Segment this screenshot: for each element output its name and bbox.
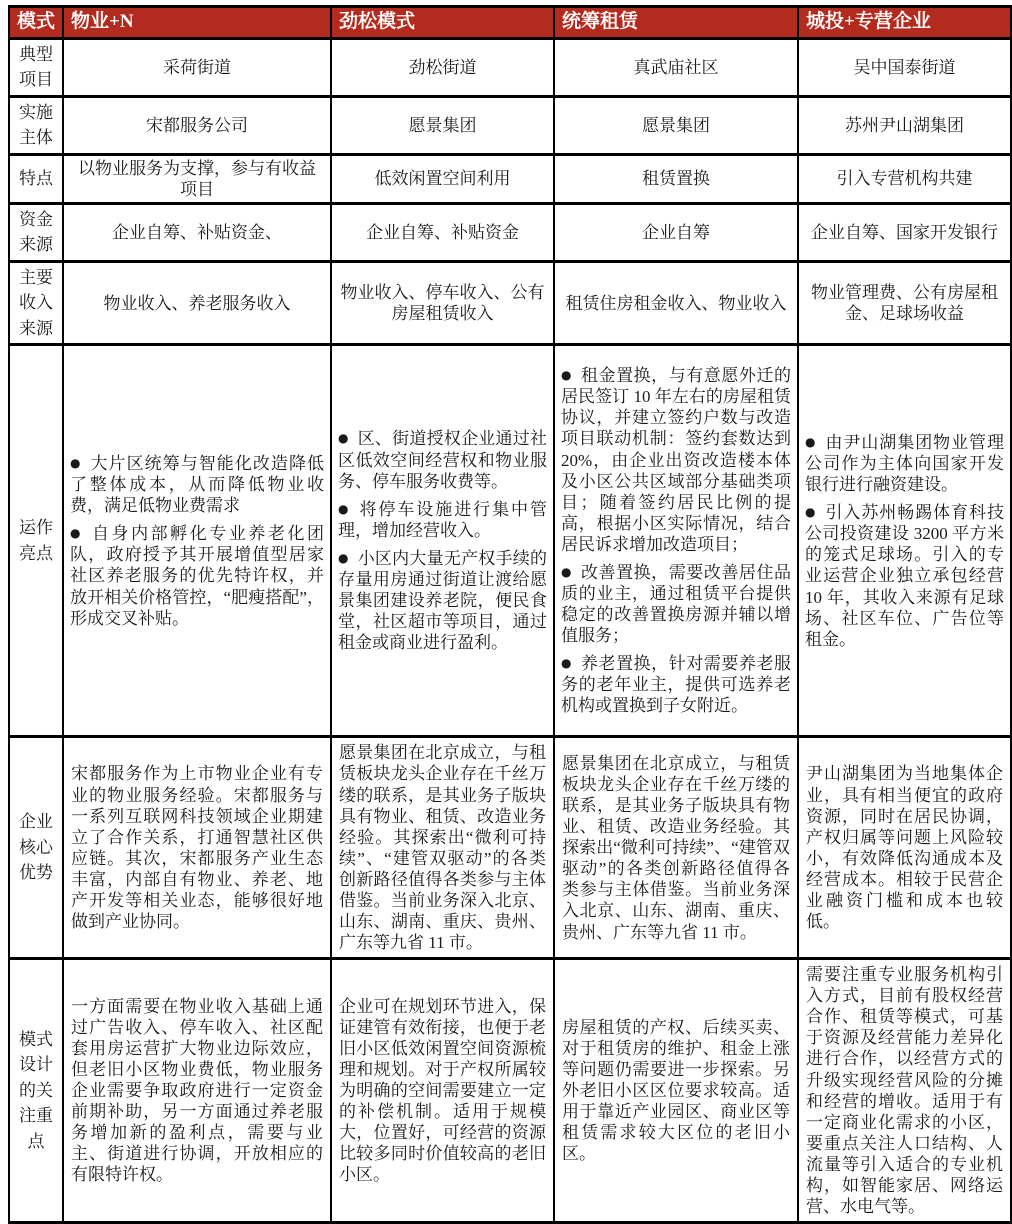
header-cell-coordinated-leasing: 统筹租赁 bbox=[554, 7, 798, 39]
cell-design-focus-col1: 一方面需要在物业收入基础上通过广告收入、停车收入、社区配套用房运营扩大物业边际效应，但老旧小区物业费低，物业服务企业需要争取政府进行一定资金前期补助，另一方面通过养老服务增加新的盈利点，需要与业主、街道进行协调，开放相应的有限特许权。 bbox=[63, 959, 331, 1223]
cell-operation-highlights-col1 bbox=[63, 345, 331, 737]
row-features bbox=[9, 154, 1011, 203]
bullet-item: ● 小区内大量无产权手续的存量用房通过街道让渡给愿景集团建设养老院，便民食堂，社区超市等项目，通过租金或商业进行盈利。 bbox=[338, 548, 547, 653]
bullet-item: ● 改善置换，需要改善居住品质的业主，通过租赁平台提供稳定的改善置换房源并辅以增值服务； bbox=[561, 562, 791, 646]
bullet-icon: ● bbox=[338, 550, 349, 565]
cell-core-advantages-col1: 宋都服务作为上市物业企业有专业的物业服务经验。宋都服务与一系列互联网科技领域企业期建立了合作关系，打通智慧社区供应链。其次，宋都服务产业生态丰富，内部自有物业、养老、地产开发等相关业态，能够很好地做到产业协同。 bbox=[63, 737, 331, 959]
bullet-icon: ● bbox=[70, 456, 82, 471]
cell-main-income-col3: 租赁住房租金收入、物业收入 bbox=[554, 261, 798, 345]
cell-features-col1: 以物业服务为支撑，参与有收益项目 bbox=[63, 154, 331, 203]
cell-typical-project-col4: 吴中国泰街道 bbox=[798, 38, 1011, 96]
cell-design-focus-col2: 企业可在规划环节进入，保证建管有效衔接，也便于老旧小区低效闲置空间资源梳理和规划。对于产权所属较为明确的空间需要建立一定的补偿机制。适用于规模大，位置好，可经营的资源比较多同时价值较高的老旧小区。 bbox=[331, 959, 554, 1223]
row-label-typical-project: 典型项目 bbox=[9, 38, 63, 96]
cell-funding-source-col3: 企业自筹 bbox=[554, 203, 798, 261]
header-cell-jinsong-model: 劲松模式 bbox=[331, 7, 554, 39]
row-label-core-advantages: 企业核心优势 bbox=[9, 737, 63, 959]
cell-typical-project-col2: 劲松街道 bbox=[331, 38, 554, 96]
row-design-focus bbox=[9, 959, 1011, 1223]
cell-implementing-entity-col2: 愿景集团 bbox=[331, 96, 554, 154]
cell-features-col2: 低效闲置空间利用 bbox=[331, 154, 554, 203]
cell-core-advantages-col4: 尹山湖集团为当地集体企业，具有相当便宜的政府资源，同时在居民协调，产权归属等问题上风险较小，有效降低沟通成本及经营成本。相较于民营企业融资门槛和成本也较低。 bbox=[798, 737, 1011, 959]
row-label-funding-source: 资金来源 bbox=[9, 203, 63, 261]
header-cell-mode: 模式 bbox=[9, 7, 63, 39]
bullet-icon: ● bbox=[561, 564, 573, 579]
bullet-icon: ● bbox=[338, 501, 351, 516]
cell-funding-source-col4: 企业自筹、国家开发银行 bbox=[798, 203, 1011, 261]
cell-implementing-entity-col1: 宋都服务公司 bbox=[63, 96, 331, 154]
row-label-main-income: 主要收入来源 bbox=[9, 261, 63, 345]
bullet-item: ● 大片区统筹与智能化改造降低了整体成本，从而降低物业收费，满足低物业费需求 bbox=[70, 454, 324, 516]
row-main-income bbox=[9, 261, 1011, 345]
header-cell-chengtou-enterprise: 城投+专营企业 bbox=[798, 7, 1011, 39]
cell-main-income-col2: 物业收入、停车收入、公有房屋租赁收入 bbox=[331, 261, 554, 345]
bullet-item: ● 将停车设施进行集中管理，增加经营收入。 bbox=[338, 499, 548, 540]
bullet-icon: ● bbox=[70, 526, 84, 541]
cell-design-focus-col3: 房屋租赁的产权、后续买卖、对于租赁房的维护、租金上涨等问题仍需要进一步探索。另外老旧小区区位要求较高。适用于靠近产业园区、商业区等租赁需求较大区位的老旧小区。 bbox=[554, 959, 798, 1223]
row-implementing-entity bbox=[9, 96, 1011, 154]
header-row bbox=[9, 7, 1011, 39]
row-label-operation-highlights: 运作亮点 bbox=[9, 345, 63, 737]
comparison-table bbox=[8, 5, 1012, 1224]
row-funding-source bbox=[9, 203, 1011, 261]
cell-features-col4: 引入专营机构共建 bbox=[798, 154, 1011, 203]
cell-implementing-entity-col3: 愿景集团 bbox=[554, 96, 798, 154]
cell-typical-project-col1: 采荷街道 bbox=[63, 38, 331, 96]
bullet-icon: ● bbox=[805, 505, 817, 520]
cell-main-income-col4: 物业管理费、公有房屋租金、足球场收益 bbox=[798, 261, 1011, 345]
cell-typical-project-col3: 真武庙社区 bbox=[554, 38, 798, 96]
bullet-item: ● 自身内部孵化专业养老化团队，政府授予其开展增值型居家社区养老服务的优先特许权，并放开相关价格管控，“肥瘦搭配”，形成交叉补贴。 bbox=[70, 524, 324, 628]
row-label-design-focus: 模式设计的关注重点 bbox=[9, 959, 63, 1223]
bullet-item: ● 租金置换，与有意愿外迁的居民签订 10 年左右的房屋租赁协议，并建立签约户数与改造项目联动机制：签约套数达到 20%，由企业出资改造楼本体及小区公共区域部分基础类项目；随着签约居民比例的提高，根据小区实际情况，结合居民诉求增加改造项目； bbox=[561, 366, 791, 554]
cell-operation-highlights-col3 bbox=[554, 345, 798, 737]
bullet-item: ● 引入苏州畅踢体育科技公司投资建设 3200 平方米的笼式足球场。引入的专业运营企业独立承包经营 10 年，其收入来源有足球场、社区车位、广告位等租金。 bbox=[805, 503, 1005, 649]
cell-funding-source-col1: 企业自筹、补贴资金、 bbox=[63, 203, 331, 261]
renovation-modes-comparison bbox=[8, 5, 1012, 1224]
bullet-item: ● 养老置换，针对需要养老服务的老年业主，提供可选养老机构或置换到子女附近。 bbox=[561, 654, 791, 716]
bullet-icon: ● bbox=[805, 434, 817, 449]
bullet-item: ● 区、街道授权企业通过社区低效空间经营权和物业服务、停车服务收费等。 bbox=[338, 429, 547, 491]
cell-features-col3: 租赁置换 bbox=[554, 154, 798, 203]
cell-operation-highlights-col2 bbox=[331, 345, 554, 737]
cell-funding-source-col2: 企业自筹、补贴资金 bbox=[331, 203, 554, 261]
bullet-item: ● 由尹山湖集团物业管理公司作为主体向国家开发银行进行融资建设。 bbox=[805, 432, 1005, 495]
bullet-icon: ● bbox=[561, 656, 573, 671]
cell-operation-highlights-col4 bbox=[798, 345, 1011, 737]
cell-core-advantages-col3: 愿景集团在北京成立，与租赁板块龙头企业存在千丝万缕的联系，是其业务子版块具有物业、租赁、改造业务经验。其探索出“微利可持续”、“建管双驱动”的各类创新路径值得各类参与主体借鉴。当前业务深入北京、山东、湖南、重庆、贵州、广东等九省 11 市。 bbox=[554, 737, 798, 959]
row-typical-project bbox=[9, 38, 1011, 96]
cell-main-income-col1: 物业收入、养老服务收入 bbox=[63, 261, 331, 345]
row-label-implementing-entity: 实施主体 bbox=[9, 96, 63, 154]
row-label-features: 特点 bbox=[9, 154, 63, 203]
bullet-icon: ● bbox=[338, 431, 349, 446]
cell-design-focus-col4: 需要注重专业服务机构引入方式，目前有股权经营合作、租赁等模式，可基于资源及经营能力差异化进行合作，以经营方式的升级实现经营风险的分摊和经营的增收。适用于有一定商业化需求的小区，要重点关注人口结构、人流量等引入适合的专业机构，如智能家居、网络运营、水电气等。 bbox=[798, 959, 1011, 1223]
bullet-icon: ● bbox=[561, 368, 573, 383]
row-operation-highlights bbox=[9, 345, 1011, 737]
row-core-advantages bbox=[9, 737, 1011, 959]
cell-implementing-entity-col4: 苏州尹山湖集团 bbox=[798, 96, 1011, 154]
cell-core-advantages-col2: 愿景集团在北京成立，与租赁板块龙头企业存在千丝万缕的联系，是其业务子版块具有物业、租赁、改造业务经验。其探索出“微利可持续”、“建管双驱动”的各类创新路径值得各类参与主体借鉴。当前业务深入北京、山东、湖南、重庆、贵州、广东等九省 11 市。 bbox=[331, 737, 554, 959]
header-cell-property-plus-n: 物业+N bbox=[63, 7, 331, 39]
